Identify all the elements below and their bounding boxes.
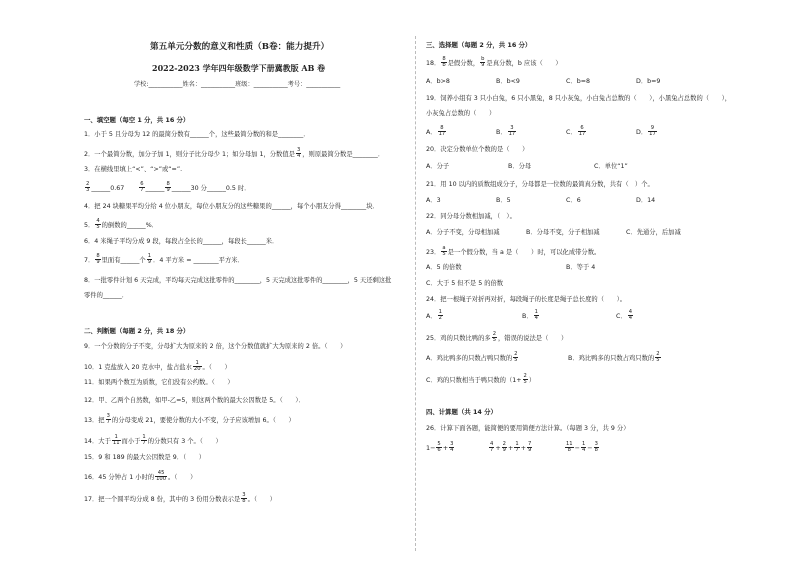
fraction: $\frac{3}{4}$ [450, 441, 454, 454]
question-5: 5． $\frac{4}{5}$ 的倒数的______%． [84, 218, 158, 231]
column-divider [415, 36, 416, 551]
option-c[interactable]: C． $\frac{4}{4}$ [616, 309, 633, 322]
option-c[interactable]: C．6 [566, 197, 581, 204]
fraction: $\frac{3}{8}$ [242, 492, 246, 505]
question-16: 16．45 分钟占 1 小时的 $\frac{45}{100}$ 。（ ） [84, 470, 197, 483]
option-b[interactable]: B．分母 [508, 163, 532, 170]
question-12: 12．甲、乙两个自然数，如甲-乙=5，则这两个数的最大公因数是 5。（ ）． [84, 397, 305, 404]
option-a[interactable]: A．分子不变，分母相加减 [426, 229, 500, 236]
option-c[interactable]: C．鸡的只数相当于鸭只数的（1+ $\frac{2}{5}$ ） [426, 373, 536, 386]
question-9: 9．一个分数的分子不变，分母扩大为原来的 2 倍，这个分数值就扩大为原来的 2 倍。（ ） [84, 343, 347, 350]
fraction: $\frac{3}{8}$ [594, 441, 598, 454]
fraction: $\frac{b}{9}$ [481, 56, 485, 69]
option-a[interactable]: A． $\frac{8}{17}$ [426, 125, 446, 138]
fraction: $\frac{5}{6}$ [437, 441, 441, 454]
question-19-line-1: 19．饲养小组有 3 只小白兔，6 只小黑兔，8 只小灰兔，小白兔占总数的（ ），小黑兔占总数的（ ）， [426, 95, 732, 102]
fraction: $\frac{4}{7}$ [490, 441, 494, 454]
question-14: 14．大于 $\frac{1}{11}$ 而小于 $\frac{1}{7}$ 的分数只有 3 个。（ ） [84, 434, 222, 447]
fraction: $\frac{11}{8}$ [566, 441, 573, 454]
option-c[interactable]: C． $\frac{6}{17}$ [566, 125, 586, 138]
option-b[interactable]: B．b<9 [496, 78, 520, 85]
question-20: 20．决定分数单位个数的是（ ） [426, 146, 529, 153]
calc-problem-3: $\frac{11}{8}$ − $\frac{1}{4}$ − $\frac{3}{8}$ [566, 441, 598, 454]
question-17: 17．把一个圆平均分成 8 份，其中的 3 份用分数表示是 $\frac{3}{8}$ 。（ ） [84, 492, 276, 505]
fraction: $\frac{8}{9}$ [96, 253, 100, 266]
option-c[interactable]: C．b=8 [566, 78, 590, 85]
option-b[interactable]: B． $\frac{3}{17}$ [496, 125, 516, 138]
exam-subtitle: 2022-2023 学年四年级数学下册冀教版 AB 卷 [152, 63, 326, 73]
fraction: $\frac{9}{17}$ [649, 125, 656, 138]
question-1: 1．小于 5 且分母为 12 的最简分数有______个，这些最简分数的和是________． [84, 131, 310, 138]
fraction: $\frac{6}{17}$ [578, 125, 586, 138]
question-11: 11．如果两个数互为质数，它们没有公约数。（ ） [84, 379, 234, 386]
fraction: $\frac{a}{5}$ [442, 245, 446, 258]
fraction: $\frac{1}{4}$ [534, 309, 538, 322]
question-2: 2．一个最简分数，加分子加 1，则分子比分母少 1；如分母加 1，分数值是 $\frac{3}{4}$ ，则原最简分数是________． [84, 147, 385, 160]
question-6: 6．4 米绳子平均分成 9 段，每段占全长的______，每段长______米． [84, 238, 279, 245]
option-d[interactable]: D．b=9 [636, 78, 661, 85]
fraction: $\frac{4}{4}$ [628, 309, 633, 322]
option-a[interactable]: A．5 的倍数 [426, 264, 462, 271]
question-7: 7． $\frac{8}{9}$ 里面有______个 $\frac{1}{9}$ ．4 平方米 = ________平方米． [84, 253, 244, 266]
fraction: $\frac{1}{20}$ [193, 360, 201, 373]
fraction: $\frac{8}{b}$ [442, 56, 446, 69]
option-c[interactable]: C．先通分，后加减 [626, 229, 681, 236]
question-10: 10．1 克盐放入 20 克水中，盐占盐水 $\frac{1}{20}$ 。（ ） [84, 360, 231, 373]
fraction: $\frac{45}{100}$ [156, 470, 167, 483]
option-a[interactable]: A． $\frac{1}{2}$ [426, 309, 442, 322]
exam-title: 第五单元分数的意义和性质（B卷：能力提升） [150, 42, 330, 52]
question-18: 18． $\frac{8}{b}$ 是假分数， $\frac{b}{9}$ 是真分数，b 应该（ ） [426, 56, 562, 69]
question-25: 25．鸡的只数比鸭的多 $\frac{2}{5}$ ，错误的说法是（ ） [426, 331, 568, 344]
fraction: $\frac{4}{5}$ [96, 218, 100, 231]
fraction: $\frac{2}{5}$ [514, 351, 518, 364]
fraction: $\frac{1}{7}$ [142, 434, 146, 447]
option-b[interactable]: B．分母不变，分子相加减 [526, 229, 600, 236]
calc-problem-2: $\frac{4}{7}$ + $\frac{2}{9}$ + $\frac{1}{7}$ + $\frac{7}{9}$ [490, 441, 532, 454]
option-a[interactable]: A．分子 [426, 163, 450, 170]
question-3: 3．在横线里填上“<”、“>”或“=”. [84, 166, 183, 173]
option-c[interactable]: C．单位“1” [594, 163, 628, 170]
question-8-line-1: 8．一批零件计划 6 天完成，平均每天完成这批零件的________，5 天完成这批零件的________，5 天还剩这批 [84, 277, 392, 284]
option-b[interactable]: B．鸡比鸭多的只数占鸡只数的 $\frac{2}{5}$ [568, 351, 660, 364]
fraction: $\frac{2}{9}$ [502, 441, 506, 454]
option-c[interactable]: C．大于 5 但不是 5 的倍数 [426, 280, 504, 287]
option-a[interactable]: A．b>8 [426, 78, 450, 85]
section-fill-blank-heading: 一、填空题（每空 1 分，共 16 分） [84, 116, 190, 124]
question-22: 22．同分母分数相加减，（ ）。 [426, 213, 516, 220]
section-calculation-heading: 四、计算题（共 14 分） [426, 408, 497, 416]
question-3-comparisons: $\frac{2}{3}$ ______0.67 $\frac{6}{7}$ ______ $\frac{8}{9}$ ______30 分______0.5 时． [86, 181, 251, 194]
option-b[interactable]: B．等于 4 [566, 264, 596, 271]
option-a[interactable]: A．鸡比鸭多的只数占鸭只数的 $\frac{2}{5}$ [426, 351, 518, 364]
fraction: $\frac{3}{7}$ [106, 413, 110, 426]
fraction: $\frac{1}{2}$ [438, 309, 442, 322]
fraction: $\frac{1}{9}$ [147, 253, 152, 266]
fraction: $\frac{1}{4}$ [581, 441, 586, 454]
section-true-false-heading: 二、判断题（每题 2 分，共 18 分） [84, 327, 190, 335]
question-15: 15．9 和 189 的最大公因数是 9．（ ） [84, 454, 206, 461]
calc-problem-1: 1− $\frac{5}{6}$ + $\frac{3}{4}$ [426, 441, 454, 454]
question-23: 23． $\frac{a}{5}$ 是一个假分数，当 a 是（ ）时，可以化成带分数。 [426, 245, 601, 258]
question-8-line-2: 零件的______． [84, 292, 129, 299]
fraction: $\frac{3}{17}$ [508, 125, 516, 138]
question-21: 21．用 10 以内的质数组成分子，分母都是一位数的最简真分数，共有（ ）个。 [426, 181, 654, 188]
fraction: $\frac{6}{7}$ [140, 181, 144, 194]
fraction: $\frac{7}{9}$ [528, 441, 532, 454]
fraction: $\frac{2}{5}$ [523, 373, 527, 386]
section-choice-heading: 三、选择题（每题 2 分，共 16 分） [426, 41, 532, 49]
question-24: 24．把一根绳子对折再对折，每段绳子的长度是绳子总长度的（ ）。 [426, 296, 627, 303]
fraction: $\frac{8}{9}$ [166, 181, 170, 194]
fraction: $\frac{1}{7}$ [515, 441, 519, 454]
fraction: $\frac{2}{5}$ [492, 331, 496, 344]
option-b[interactable]: B． $\frac{1}{4}$ [522, 309, 538, 322]
question-4: 4．把 24 块糖果平均分给 4 位小朋友，每位小朋友分的这些糖果的______，每个小朋友分得________块． [84, 203, 379, 210]
fraction: $\frac{2}{3}$ [86, 181, 90, 194]
option-d[interactable]: D．14 [636, 197, 656, 204]
question-19-line-2: 小灰兔占总数的（ ） [426, 110, 496, 117]
option-b[interactable]: B．5 [496, 197, 511, 204]
option-a[interactable]: A．3 [426, 197, 441, 204]
fraction: $\frac{8}{17}$ [438, 125, 446, 138]
question-26: 26．计算下面各题，能简便的要用简便方法计算。（每题 3 分，共 9 分） [426, 425, 630, 432]
option-d[interactable]: D． $\frac{9}{17}$ [636, 125, 656, 138]
fraction: $\frac{1}{11}$ [112, 434, 120, 447]
fraction: $\frac{3}{4}$ [296, 147, 301, 160]
question-13: 13．把 $\frac{3}{7}$ 的分母变成 21，要使分数的大小不变，分子应该增加 6。（ ） [84, 413, 295, 426]
fraction: $\frac{2}{5}$ [656, 351, 660, 364]
student-info-line: 学校:___________姓名：___________班级：___________考号：___________ [134, 81, 341, 88]
